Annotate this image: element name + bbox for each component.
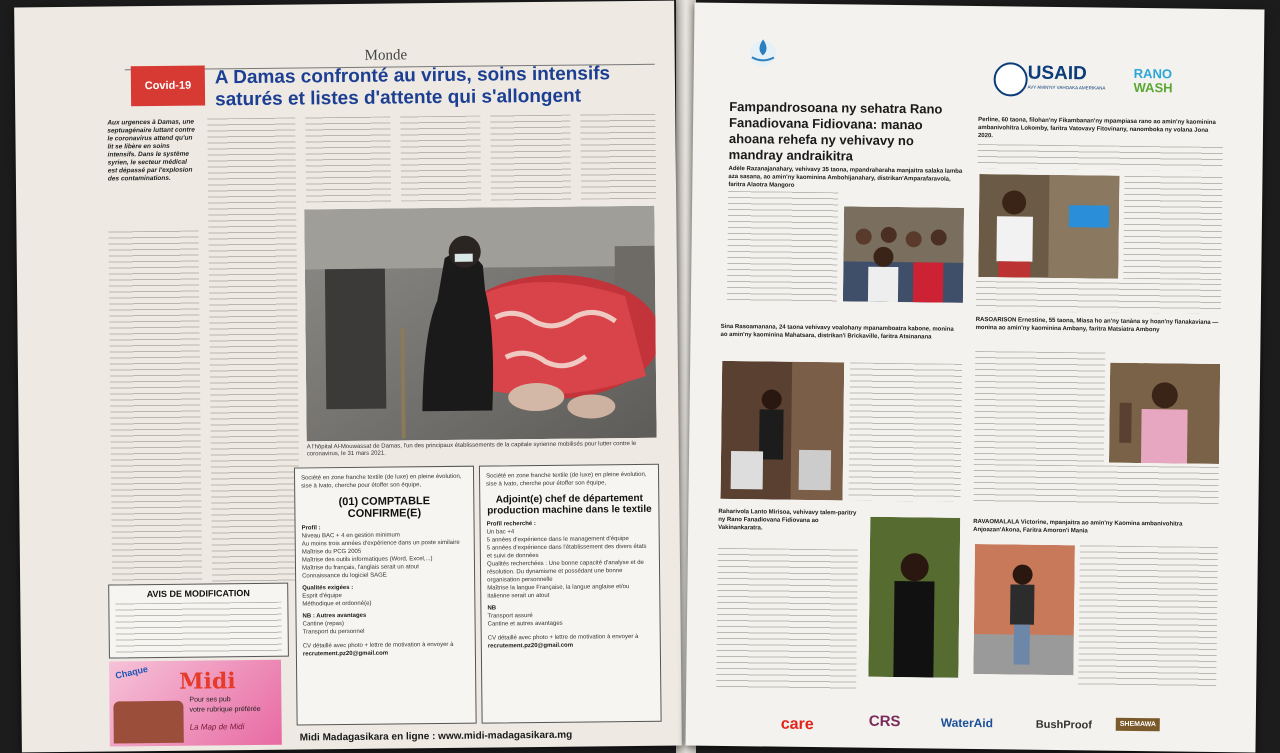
ad2-nb-2: Cantine et autres avantages [487, 620, 563, 628]
lead-paragraph: Aux urgences à Damas, une septuagénaire luttant contre le coronavirus attend qu'un lit se libère en soins intensifs. Dans le système syrien, le secteur médical est dépassé par l'explosion des contaminations. [107, 118, 195, 183]
profile-2-photo [978, 174, 1119, 279]
body-column-6 [580, 114, 656, 200]
body-column-3 [305, 117, 391, 203]
article-headline: A Damas confronté au virus, soins intensifs saturés et listes d'attente qui s'allongent [214, 63, 611, 111]
ad2-item-5: Maîtrise la langue Française, la langue anglaise et/ou italienne serait un atout [487, 584, 630, 600]
profile-2-heading: Perline, 60 taona, filohan'ny Fikambanan'ny mpampiasa rano ao amin'ny kaominina ambanivohitra Lokomby, faritra Vatovavy Fitovinany, nanomboka ny volana Jona 2020. [977, 117, 1216, 140]
usaid-logo: USAID [1027, 62, 1087, 85]
ad1-apply: CV détaillé avec photo + lettre de motivation à envoyer à [302, 641, 454, 650]
body-column-5 [490, 115, 571, 201]
ad1-item-6: Connaissance du logiciel SAGE [302, 572, 387, 580]
ad1-item-3: Maîtrise du PCG 2005 [301, 548, 362, 556]
profile-3-photo [720, 361, 844, 500]
ad1-item-4: Maîtrise des outils informatiques (Word, Excel,...) [301, 556, 433, 564]
profile-5-photo [868, 517, 960, 678]
water-drop-icon [746, 33, 780, 67]
profile-4-body [974, 351, 1105, 463]
ad2-nb-label: NB [487, 605, 497, 612]
profile-4-body-bottom [973, 464, 1218, 507]
rano-logo: RANO [1133, 65, 1173, 82]
usaid-seal-icon [993, 62, 1027, 96]
profile-5-body [716, 548, 858, 690]
ad2-apply: CV détaillé avec photo + lettre de motivation à envoyer à [487, 633, 639, 642]
avis-modification-box [108, 583, 289, 659]
ad1-profile-label: Profil : [301, 525, 321, 532]
ad1-item-2: Au moins trois années d'expérience dans un poste similaire [301, 539, 460, 548]
page-footer: Midi Madagasikara en ligne : www.midi-madagasikara.mg [299, 729, 573, 744]
profile-6-photo [973, 544, 1075, 675]
avis-title: AVIS DE MODIFICATION [146, 588, 250, 600]
covid-tag: Covid-19 [131, 65, 205, 106]
care-logo: care [780, 715, 814, 734]
profile-2-body-bottom [976, 281, 1221, 314]
promo-line-2: Pour ses pub [189, 696, 231, 704]
ad1-item-1: Niveau BAC + 4 en gestion minimum [301, 532, 400, 540]
profile-3-heading: Sina Rasoamanana, 24 taona vehivavy voalohany mpanamboatra kabone, monina ao amin'ny kaominina Mahatsara, distrikan'i Brickaville, faritra Atsinanana [720, 323, 954, 341]
job-ad-comptable [294, 466, 477, 726]
ad1-quality-2: Méthodique et ordonné(e) [302, 600, 372, 608]
profile-6-heading: RAVAOMALALA Victorine, mpanjaitra ao amin'ny Kaomina ambanivohitra Anjoazan'Akona, Faritra Amoron'i Mania [973, 518, 1183, 535]
ad2-item-4: Qualités recherchées : Une bonne capacité d'analyse et de résolution. Du dynamisme et possédant une bonne organisation personnelle [486, 559, 644, 584]
profile-2-body [1123, 176, 1222, 280]
right-page [685, 3, 1264, 753]
ad2-title: Adjoint(e) chef de département production machine dans le textile [487, 492, 652, 517]
ad1-quality-1: Esprit d'équipe [302, 593, 342, 600]
usaid-subtitle: AVY AMIN'NY VAHOAKA AMERIKANA [1027, 84, 1106, 91]
avis-body [115, 602, 282, 656]
ad1-email: recrutement.pz20@gmail.com [302, 650, 389, 658]
wateraid-logo: WaterAid [940, 715, 994, 731]
profile-3-body [848, 362, 962, 501]
ad2-intro: Société en zone franche textile (de luxe) en pleine évolution, sise à Ivato, cherche pour étoffer son équipe, [486, 471, 647, 488]
body-column-4 [400, 116, 481, 202]
ad2-item-2: 5 années d'expérience dans le management d'équipe [486, 536, 629, 544]
profile-4-photo [1109, 363, 1220, 464]
wash-logo: WASH [1133, 79, 1173, 96]
body-column-2 [207, 118, 300, 584]
photo-caption: A l'hôpital Al-Mouwassat de Damas, l'un des principaux établissements de la capitale syrienne mobilisés pour lutter contre le coronavirus, le 31 mars 2021. [306, 440, 637, 458]
section-label: Monde [364, 47, 408, 64]
ad1-intro: Société en zone franche textile (de luxe) en pleine évolution, sise à Ivato, cherche pour étoffer son équipe, [301, 473, 462, 490]
promo-people [113, 701, 183, 744]
ad1-advantage-1: Cantine (repas) [302, 621, 344, 628]
ad2-item-1: Un bac +4 [486, 529, 515, 536]
profile-2-body-top [978, 144, 1223, 171]
profile-1-body [727, 191, 838, 302]
ad1-advantages-label: NB : Autres avantages [302, 612, 367, 620]
promo-line-3: votre rubrique préférée [189, 705, 261, 714]
body-column-1 [108, 231, 202, 587]
midi-promo [109, 660, 282, 747]
job-ad-adjoint [479, 464, 662, 724]
ad2-item-3: 5 années d'expérience dans l'établissement des divers états et suivi de données [486, 543, 647, 560]
promo-line-1: Chaque [114, 663, 149, 681]
profile-1-heading: Adèle Razanajanahary, vehivavy 35 taona, mpandraharaha manjaitra salaka lamba aza sasana, ao amin'ny kaominina Ambohijanahary, distrikan'Amparafaravola, faritra Alaotra Mangoro [728, 165, 963, 189]
ad1-item-5: Maîtrise du français, l'anglais serait un atout [301, 564, 419, 572]
ad2-email: recrutement.pz20@gmail.com [487, 642, 574, 650]
bushproof-logo: BushProof [1035, 718, 1093, 732]
profile-5-heading: Raharivola Lanto Mirisoa, vehivavy talem-paritry ny Rano Fanadiovana Fidiovana ao Vakinankaratra. [718, 508, 857, 532]
profile-6-body [1078, 545, 1218, 687]
ad2-nb-1: Transport assuré [487, 613, 533, 620]
ad1-qualities-label: Qualités exigées : [302, 584, 354, 592]
ad2-profile-label: Profil recherché : [486, 521, 536, 528]
profile-1-photo [843, 206, 964, 302]
ad1-advantage-2: Transport du personnel [302, 628, 365, 636]
promo-line-4: La Map de Midi [189, 722, 245, 732]
hospital-photo [304, 206, 656, 442]
hospital-photo-image [304, 206, 656, 442]
left-page [14, 1, 682, 753]
profile-4-heading: RASOARISON Ernestine, 55 taona, Miasa ho an'ny tanàna sy hoan'ny fianakaviana — monina ao amin'ny kaominina Ambany, faritra Matsiatra Ambony [975, 317, 1219, 334]
promo-brand: Midi [179, 668, 236, 695]
ad1-title: (01) COMPTABLE CONFIRME(E) [338, 495, 431, 521]
crs-logo: CRS [868, 712, 901, 731]
main-headline: Fampandrosoana ny sehatra Rano Fanadiovana Fidiovana: manao ahoana rehefa ny vehivavy no mandray andraikitra [728, 98, 943, 164]
shemawa-logo: SHEMAWA [1116, 718, 1160, 732]
